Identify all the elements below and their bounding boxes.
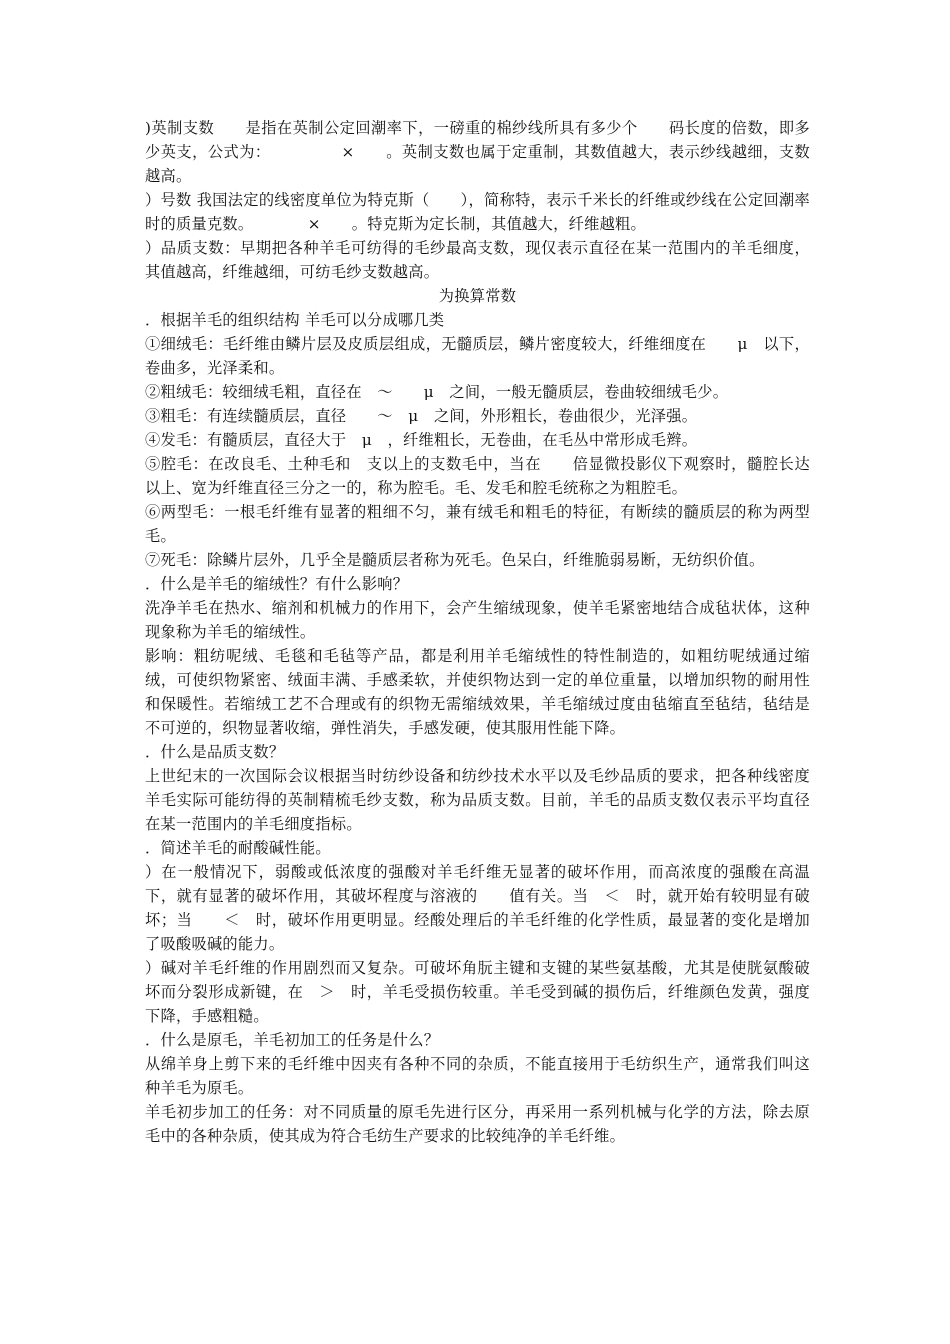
answer-raw-wool-definition: 从绵羊身上剪下来的毛纤维中因夹有各种不同的杂质，不能直接用于毛纺织生产，通常我们叫这种羊毛为原毛。	[145, 1055, 810, 1097]
question-felting: ．什么是羊毛的缩绒性？有什么影响？	[145, 575, 409, 593]
answer-raw-wool-task: 羊毛初步加工的任务：对不同质量的原毛先进行区分，再采用一系列机械与化学的方法，除去原毛中的各种杂质，使其成为符合毛纺生产要求的比较纯净的羊毛纤维。	[145, 1103, 810, 1145]
answer-alkali: ）碱对羊毛纤维的作用剧烈而又复杂。可破坏角朊主键和支键的某些氨基酸，尤其是使胱氨酸破坏而分裂形成新键，在 ＞ 时，羊毛受损伤较重。羊毛受到碱的损伤后，纤维颜色发黄，强度下降，手感粗糙。	[145, 959, 810, 1025]
paragraph-english-count: )英制支数 是指在英制公定回潮率下，一磅重的棉纱线所具有多少个 码长度的倍数，即多少英支，公式为： × 。英制支数也属于定重制，其数值越大，表示纱线越细，支数越高。	[145, 119, 810, 185]
wool-type-coarse-down: ②粗绒毛：较细绒毛粗，直径在 ～ μ 之间，一般无髓质层，卷曲较细绒毛少。	[145, 383, 729, 401]
answer-felting-impact: 影响：粗纺呢绒、毛毯和毛毡等产品，都是利用羊毛缩绒性的特性制造的，如粗纺呢绒通过缩绒，可使织物紧密、绒面丰满、手感柔软，并使织物达到一定的单位重量，以增加织物的耐用性和保暖性。若缩绒工艺不合理或有的织物无需缩绒效果，羊毛缩绒过度由毡缩直至毡结，毡结是不可逆的，织物显著收缩，弹性消失，手感发硬，使其服用性能下降。	[145, 647, 810, 737]
answer-felting-definition: 洗净羊毛在热水、缩剂和机械力的作用下，会产生缩绒现象，使羊毛紧密地结合成毡状体，这种现象称为羊毛的缩绒性。	[145, 599, 810, 641]
paragraph-quality-count: ）品质支数：早期把各种羊毛可纺得的毛纱最高支数，现仅表示直径在某一范围内的羊毛细度，其值越高，纤维越细，可纺毛纱支数越高。	[145, 239, 810, 281]
wool-type-fine: ①细绒毛：毛纤维由鳞片层及皮质层组成，无髓质层，鳞片密度较大，纤维细度在 μ 以下，卷曲多，光泽柔和。	[145, 335, 810, 377]
wool-type-coarse: ③粗毛：有连续髓质层，直径 ～ μ 之间，外形粗长，卷曲很少，光泽强。	[145, 407, 698, 425]
wool-type-dead: ⑦死毛：除鳞片层外，几乎全是髓质层者称为死毛。色呆白，纤维脆弱易断，无纺织价值。	[145, 551, 765, 569]
paragraph-tex: ）号数 我国法定的线密度单位为特克斯（ ），简称特，表示千米长的纤维或纱线在公定回潮率时的质量克数。 × 。特克斯为定长制，其值越大，纤维越粗。	[145, 191, 810, 233]
question-raw-wool: ．什么是原毛，羊毛初加工的任务是什么？	[145, 1031, 440, 1049]
answer-quality-count: 上世纪末的一次国际会议根据当时纺纱设备和纺纱技术水平以及毛纱品质的要求，把各种线密度羊毛实际可能纺得的英制精梳毛纱支数，称为品质支数。目前，羊毛的品质支数仅表示平均直径在某一范围内的羊毛细度指标。	[145, 767, 810, 833]
wool-type-hair: ④发毛：有髓质层，直径大于 μ ，纤维粗长，无卷曲，在毛丛中常形成毛辫。	[145, 431, 698, 449]
answer-acid: ）在一般情况下，弱酸或低浓度的强酸对羊毛纤维无显著的破坏作用，而高浓度的强酸在高温下，就有显著的破坏作用，其破坏程度与溶液的 值有关。当 ＜ 时，就开始有较明显有破坏；当 ＜ 时，破坏作用更明显。经酸处理后的羊毛纤维的化学性质，最显著的变化是增加了吸酸吸碱的能力。	[145, 863, 810, 953]
question-quality-count: ．什么是品质支数？	[145, 743, 285, 761]
question-wool-types: ．根据羊毛的组织结构 羊毛可以分成哪几类	[145, 311, 445, 329]
wool-type-cavity: ⑤腔毛：在改良毛、土种毛和 支以上的支数毛中，当在 倍显微投影仪下观察时，髓腔长达 以上、宽为纤维直径三分之一的，称为腔毛。毛、发毛和腔毛统称之为粗腔毛。	[145, 455, 841, 497]
conversion-constant-note: 为换算常数	[438, 287, 517, 305]
document-body	[145, 116, 841, 1148]
question-acid-alkali: ．简述羊毛的耐酸碱性能。	[145, 839, 331, 857]
wool-type-two-type: ⑥两型毛：一根毛纤维有显著的粗细不匀，兼有绒毛和粗毛的特征，有断续的髓质层的称为两型毛。	[145, 503, 810, 545]
